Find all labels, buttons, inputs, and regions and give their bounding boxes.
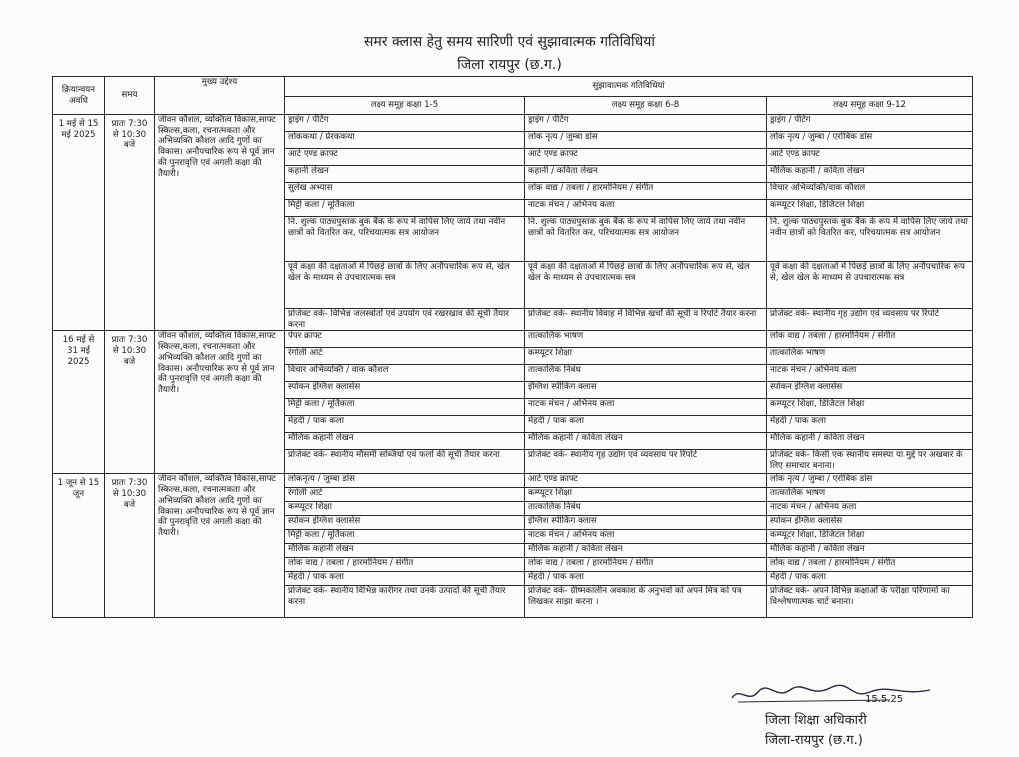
activity-cell: मेंहदी / पाक कला — [525, 416, 767, 433]
table-row — [53, 115, 973, 132]
activity-cell: तात्कालिक भाषण — [525, 331, 767, 348]
header-objective: मुख्य उद्देश्य — [155, 77, 285, 115]
activity-cell: लोक नृत्य / जुम्बा / एरोबिक डांस — [767, 474, 973, 488]
activity-cell: कम्प्यूटर शिक्षा, डिजिटल शिक्षा — [767, 399, 973, 416]
activity-cell: तात्कालिक भाषण — [767, 348, 973, 365]
activity-cell: विचार अभिव्यक्ति / वाक कौशल — [285, 365, 525, 382]
period-cell: 16 मई से 31 मई 2025 — [53, 331, 105, 474]
activity-cell: लोक वाद्य / तबला / हारमोनियम / संगीत — [285, 558, 525, 572]
header-group-9-12: लक्ष्य समूह कक्षा 9-12 — [767, 97, 973, 115]
activity-cell: तात्कालिक निबंध — [525, 502, 767, 516]
activity-cell: इंग्लिश स्पीकिंग क्लास — [525, 382, 767, 399]
activity-cell: प्रोजेक्ट वर्क- ग्रीष्मकालीन अवकाश के अनुभवों को अपने मित्र को पत्र लिखकर साझा करना । — [525, 586, 767, 618]
table-row — [53, 474, 973, 488]
activity-cell: लोक नृत्य / जुम्बा डांस — [525, 132, 767, 149]
signature-block — [730, 680, 960, 750]
activity-cell: मेंहदी / पाक कला — [525, 572, 767, 586]
activity-cell: कम्प्यूटर शिक्षा — [525, 348, 767, 365]
activity-cell: मेंहदी / पाक कला — [767, 416, 973, 433]
activity-cell: मौलिक कहानी / कविता लेखन — [525, 544, 767, 558]
header-period: क्रियान्वयन अवधि — [53, 77, 105, 115]
activity-cell: नि. शुल्क पाठ्यपुस्तक बुक बैंक के रूप में वापिस लिए जाये तथा नवीन छात्रों को वितरित कर, परिचयात्मक सत्र आयोजन — [525, 217, 767, 262]
activity-cell: नाटक मंचन / अभिनय कला — [525, 399, 767, 416]
activity-cell: कम्प्यूटर शिक्षा, डिजिटल शिक्षा — [767, 200, 973, 217]
period-cell: 1 जून से 15 जून — [53, 474, 105, 618]
activity-cell: प्रोजेक्ट वर्क- स्थानीय गृह उद्योग एवं व्यवसाय पर रिपोर्ट — [767, 309, 973, 331]
activity-cell: लोक वाद्य / तबला / हारमोनियम / संगीत — [767, 558, 973, 572]
activity-cell: प्रोजेक्ट वर्क- विभिन्न जलस्त्रोतों एवं उपयोग एवं रखरखाव की सूची तैयार करना — [285, 309, 525, 331]
activity-cell: विचार अभिव्यक्ति/वाक कौशल — [767, 183, 973, 200]
header-group-6-8: लक्ष्य समूह कक्षा 6-8 — [525, 97, 767, 115]
officer-office: जिला-रायपुर (छ.ग.) — [765, 733, 863, 748]
activity-cell: प्रोजेक्ट वर्क- स्थानीय मौसमी सब्जियों एवं फलों की सूची तैयार करना — [285, 450, 525, 474]
activity-cell: ड्राइंग / पेंटिंग — [767, 115, 973, 132]
objective-cell: जीवन कौशल, व्यक्तित्व विकास,साफ्ट स्किल्स,कला, रचनात्मकता और अभिव्यक्ति कौशल आदि गुणों का विकास। अनौपचारिक रूप से पूर्व ज्ञान की पुनरावृत्ति एवं अगली कक्षा की तैयारी। — [155, 474, 285, 618]
activity-cell: नाटक मंचन / अभिनय कला — [525, 530, 767, 544]
activity-cell: आर्ट एण्ड क्राफ्ट — [767, 149, 973, 166]
activity-cell: लोककथा / प्रेरककथा — [285, 132, 525, 149]
activity-cell: लोक वाद्य / तबला / हारमोनियम / संगीत — [525, 183, 767, 200]
period-cell: 1 मई से 15 मई 2025 — [53, 115, 105, 331]
activity-cell: मौलिक कहानी / कविता लेखन — [767, 433, 973, 450]
activity-cell: आर्ट एण्ड क्राफ्ट — [525, 149, 767, 166]
activity-cell: स्पोकन इंग्लिश क्लासेस — [285, 516, 525, 530]
activity-cell: आर्ट एण्ड क्राफ्ट — [525, 474, 767, 488]
activity-cell: प्रोजेक्ट वर्क- किसी एक स्थानीय समस्या या मुद्दे पर अखबार के लिए समाचार बनाना। — [767, 450, 973, 474]
activity-cell: मौलिक कहानी लेखन — [285, 544, 525, 558]
activity-cell: नाटक मंचन / अभिनय कला — [767, 502, 973, 516]
activity-cell: प्रोजेक्ट वर्क- स्थानीय विभिन्न कारीगर तथा उनके उत्पादों की सूची तैयार करना — [285, 586, 525, 618]
activity-cell: प्रोजेक्ट वर्क- स्थानीय विवाह में विभिन्न खर्चों की सूची व रिपोर्ट तैयार करना — [525, 309, 767, 331]
activity-cell: मिट्टी कला / मूर्तिकला — [285, 200, 525, 217]
activity-cell: पूर्व कक्षा की दक्षताओं में पिछड़े छात्रों के लिए अनौपचारिक रूप से, खेल खेल के माध्यम से उपचारात्मक सत्र — [285, 262, 525, 309]
officer-designation: जिला शिक्षा अधिकारी — [765, 713, 867, 728]
activity-cell: कहानी लेखन — [285, 166, 525, 183]
activity-cell: रंगोली आर्ट — [285, 488, 525, 502]
header-time: समय — [105, 77, 155, 115]
activity-cell: मेंहदी / पाक कला — [285, 572, 525, 586]
signature-date: 15.5.25 — [865, 694, 904, 705]
activity-cell: मौलिक कहानी लेखन — [285, 433, 525, 450]
activity-cell: मिट्टी कला / मूर्तिकला — [285, 530, 525, 544]
activity-cell: कम्प्यूटर शिक्षा — [285, 502, 525, 516]
activity-cell: मौलिक कहानी / कविता लेखन — [767, 544, 973, 558]
activity-cell: नि. शुल्क पाठ्यपुस्तक बुक बैंक के रूप में वापिस लिए जाये तथा नवीन छात्रों को वितरित कर, परिचयात्मक सत्र आयोजन — [767, 217, 973, 262]
activity-cell: मिट्टी कला / मूर्तिकला — [285, 399, 525, 416]
activity-cell: प्रोजेक्ट वर्क- अपने विभिन्न कक्षाओं के परीक्षा परिणामों का विश्लेषणात्मक चार्ट बनाना। — [767, 586, 973, 618]
activity-cell: मौलिक कहानी / कविता लेखन — [767, 166, 973, 183]
activity-cell: रंगोली आर्ट — [285, 348, 525, 365]
activity-cell: मेंहदी / पाक कला — [285, 416, 525, 433]
activity-cell: नाटक मंचन / अभिनय कला — [767, 365, 973, 382]
activity-cell: मौलिक कहानी / कविता लेखन — [525, 433, 767, 450]
time-cell: प्रातः 7:30 से 10:30 बजे — [105, 115, 155, 331]
activity-cell: सुलेख अभ्यास — [285, 183, 525, 200]
time-cell: प्रातः 7:30 से 10:30 बजे — [105, 331, 155, 474]
schedule-body — [53, 115, 973, 618]
activity-cell: लोक वाद्य / तबला / हारमोनियम / संगीत — [767, 331, 973, 348]
activity-cell: लोक वाद्य / तबला / हारमोनियम / संगीत — [525, 558, 767, 572]
activity-cell: प्रोजेक्ट वर्क- स्थानीय गृह उद्योग एवं व्यवसाय पर रिपोर्ट — [525, 450, 767, 474]
activity-cell: स्पोकन इंग्लिश क्लासेस — [285, 382, 525, 399]
objective-cell: जीवन कौशल, व्यक्तित्व विकास,साफ्ट स्किल्स,कला, रचनात्मकता और अभिव्यक्ति कौशल आदि गुणों का विकास। अनौपचारिक रूप से पूर्व ज्ञान की पुनरावृत्ति एवं अगली कक्षा की तैयारी। — [155, 115, 285, 331]
activity-cell: तात्कालिक भाषण — [767, 488, 973, 502]
table-row — [53, 331, 973, 348]
activity-cell: कम्प्यूटर शिक्षा, डिजिटल शिक्षा — [767, 530, 973, 544]
header-group-1-5: लक्ष्य समूह कक्षा 1-5 — [285, 97, 525, 115]
schedule-table — [52, 76, 973, 618]
activity-cell: ड्राइंग / पेंटिंग — [285, 115, 525, 132]
activity-cell: तात्कालिक निबंध — [525, 365, 767, 382]
document-title: समर क्लास हेतु समय सारिणी एवं सुझावात्मक गतिविधियां — [363, 34, 656, 50]
activity-cell: पूर्व कक्षा की दक्षताओं में पिछड़े छात्रों के लिए अनौपचारिक रूप से, खेल खेल के माध्यम से उपचारात्मक सत्र — [525, 262, 767, 309]
district-heading: जिला रायपुर (छ.ग.) — [457, 57, 562, 73]
activity-cell: लोकनृत्य / जुम्बा डांस — [285, 474, 525, 488]
activity-cell: नि. शुल्क पाठ्यपुस्तक बुक बैंक के रूप में वापिस लिए जाये तथा नवीन छात्रों को वितरित कर, परिचयात्मक सत्र आयोजन — [285, 217, 525, 262]
activity-cell: मेंहदी / पाक कला — [767, 572, 973, 586]
activity-cell: ड्राइंग / पेंटिंग — [525, 115, 767, 132]
objective-cell: जीवन कौशल, व्यक्तित्व विकास,साफ्ट स्किल्स,कला, रचनात्मकता और अभिव्यक्ति कौशल आदि गुणों का विकास। अनौपचारिक रूप से पूर्व ज्ञान की पुनरावृत्ति एवं अगली कक्षा की तैयारी। — [155, 331, 285, 474]
activity-cell: लोक नृत्य / जुम्बा / एरोबिक डांस — [767, 132, 973, 149]
activity-cell: पेपर क्राफ्ट — [285, 331, 525, 348]
header-activities: सुझावात्मक गतिविधियां — [285, 77, 973, 97]
activity-cell: आर्ट एण्ड क्राफ्ट — [285, 149, 525, 166]
activity-cell: इंग्लिश स्पीकिंग क्लास — [525, 516, 767, 530]
activity-cell: नाटक मंचन / अभिनय कला — [525, 200, 767, 217]
signature-scribble — [730, 680, 960, 710]
activity-cell: कम्प्यूटर शिक्षा — [525, 488, 767, 502]
time-cell: प्रातः 7:30 से 10:30 बजे — [105, 474, 155, 618]
activity-cell: स्पोकन इंग्लिश क्लासेस — [767, 382, 973, 399]
activity-cell: पूर्व कक्षा की दक्षताओं में पिछड़े छात्रों के लिए अनौपचारिक रूप से, खेल खेल के माध्यम से उपचारात्मक सत्र — [767, 262, 973, 309]
activity-cell: स्पोकन इंग्लिश क्लासेस — [767, 516, 973, 530]
activity-cell: कहानी / कविता लेखन — [525, 166, 767, 183]
